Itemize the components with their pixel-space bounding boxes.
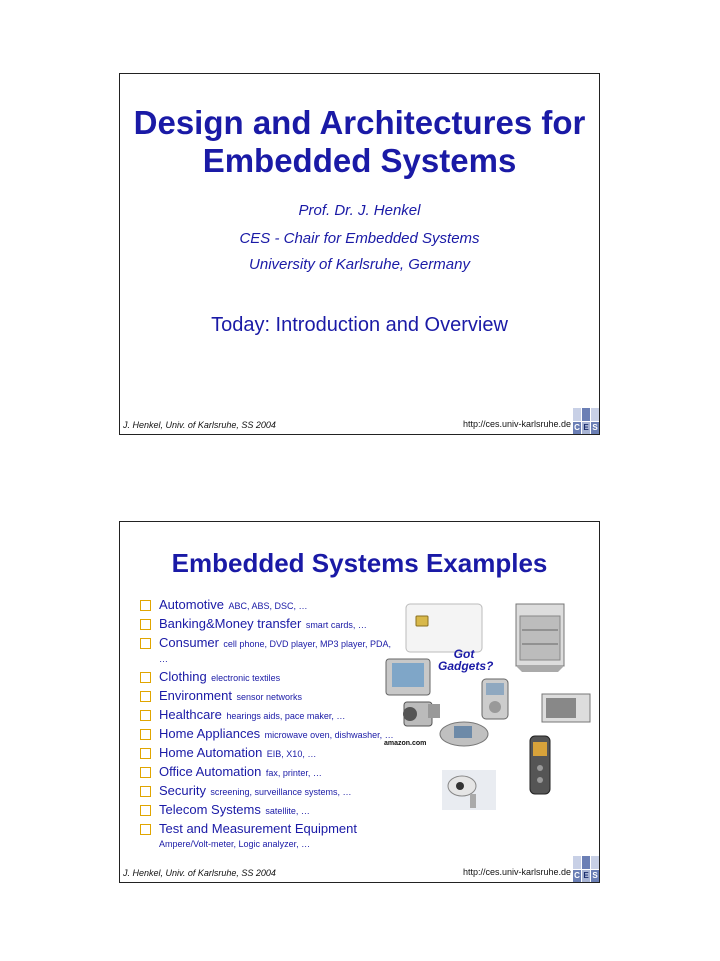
- gadgets-banner: Got Gadgets?: [438, 647, 494, 673]
- list-item: Home Appliances microwave oven, dishwasher, …: [140, 727, 400, 742]
- footer-url: http://ces.univ-karlsruhe.de: [462, 419, 571, 429]
- checkbox-bullet-icon: [140, 691, 151, 702]
- cell-phone-image: [526, 734, 554, 798]
- surveillance-camera-image: [442, 770, 496, 810]
- checkbox-bullet-icon: [140, 729, 151, 740]
- ces-logo: C E S: [573, 408, 599, 434]
- list-item: Telecom Systems satellite, …: [140, 803, 400, 818]
- title-slide: [119, 73, 600, 435]
- microwave-image: [540, 692, 592, 726]
- slide-title: Design and Architectures for Embedded Systems: [133, 104, 586, 179]
- list-item: Home Automation EIB, X10, …: [140, 746, 400, 761]
- list-item: Security screening, surveillance systems, …: [140, 784, 400, 799]
- amazon-label: amazon.com: [384, 740, 427, 747]
- checkbox-bullet-icon: [140, 748, 151, 759]
- checkbox-bullet-icon: [140, 805, 151, 816]
- author-name: Prof. Dr. J. Henkel: [298, 202, 421, 219]
- university-name: University of Karlsruhe, Germany: [249, 256, 470, 273]
- list-item: Office Automation fax, printer, …: [140, 765, 400, 780]
- checkbox-bullet-icon: [140, 600, 151, 611]
- handheld-devices-image: [432, 714, 494, 750]
- list-item: Clothing electronic textiles: [140, 670, 400, 685]
- checkbox-bullet-icon: [140, 638, 151, 649]
- list-item: Test and Measurement Equipment Ampere/Volt-meter, Logic analyzer, …: [140, 822, 400, 851]
- checkbox-bullet-icon: [140, 786, 151, 797]
- checkbox-bullet-icon: [140, 672, 151, 683]
- list-item: Healthcare hearings aids, pace maker, …: [140, 708, 400, 723]
- lecture-topic: Today: Introduction and Overview: [211, 314, 508, 336]
- list-item: Automotive ABC, ABS, DSC, …: [140, 598, 400, 613]
- ces-logo: C E S: [573, 856, 599, 882]
- slide-title: Embedded Systems Examples: [171, 548, 548, 578]
- list-item: Banking&Money transfer smart cards, …: [140, 617, 400, 632]
- footer-author: J. Henkel, Univ. of Karlsruhe, SS 2004: [123, 868, 276, 878]
- chair-name: CES - Chair for Embedded Systems: [239, 230, 480, 247]
- checkbox-bullet-icon: [140, 710, 151, 721]
- list-item: Environment sensor networks: [140, 689, 400, 704]
- examples-slide: [119, 521, 600, 883]
- checkbox-bullet-icon: [140, 824, 151, 835]
- checkbox-bullet-icon: [140, 767, 151, 778]
- list-item: Consumer cell phone, DVD player, MP3 player, PDA, …: [140, 636, 400, 666]
- dishwasher-image: [512, 600, 568, 672]
- footer-url: http://ces.univ-karlsruhe.de: [462, 867, 571, 877]
- examples-list: [140, 598, 400, 855]
- checkbox-bullet-icon: [140, 619, 151, 630]
- footer-author: J. Henkel, Univ. of Karlsruhe, SS 2004: [123, 420, 276, 430]
